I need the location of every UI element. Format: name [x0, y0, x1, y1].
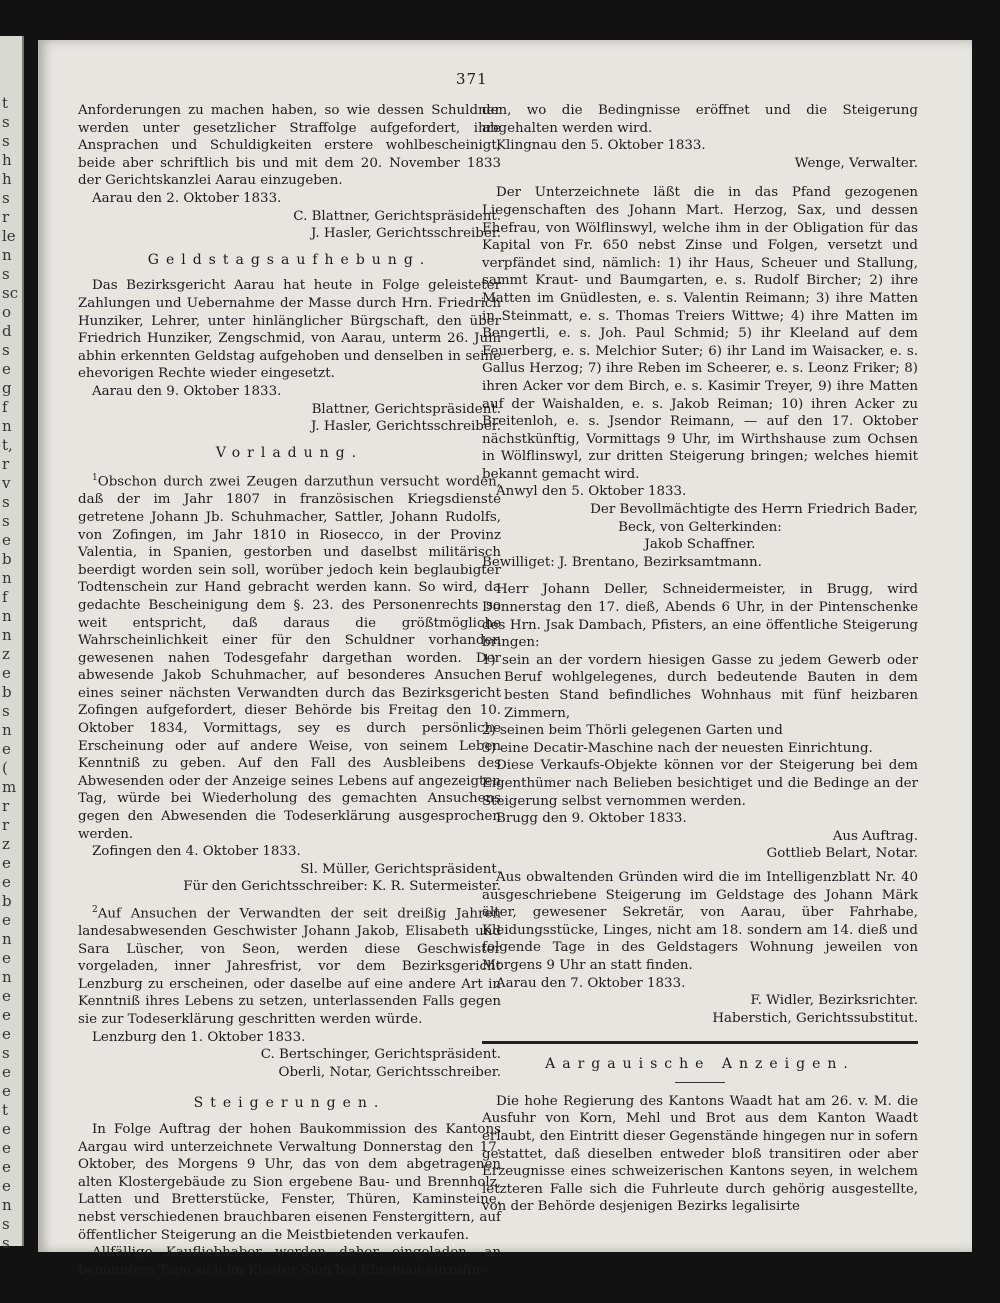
- intro-signature-1: C. Blattner, Gerichtspräsident.: [293, 208, 501, 224]
- previous-page-fragment: e: [2, 1082, 11, 1100]
- previous-page-fragment: s: [2, 702, 10, 720]
- previous-page-fragment: g: [2, 379, 12, 397]
- previous-page-fragment: s: [2, 341, 10, 359]
- previous-page-fragment: e: [2, 911, 11, 929]
- previous-page-fragment: s: [2, 493, 10, 511]
- deller-item: 1) sein an der vordern hiesigen Gasse zu jedem Gewerb oder Beruf wohlgelegenes, durch bedeutende Bauten in dem besten Stand befindliches Wohnhaus mit fünf heizbaren Zimmern,: [482, 652, 918, 721]
- pfand-date: Anwyl den 5. Oktober 1833.: [496, 484, 687, 500]
- previous-page-fragment: e: [2, 1139, 11, 1157]
- intro-signature-2: J. Hasler, Gerichtsschreiber.: [311, 226, 501, 242]
- previous-page-fragment: s: [2, 1215, 10, 1233]
- newspaper-page: [38, 40, 972, 1278]
- previous-page-fragment: z: [2, 645, 10, 663]
- pfand-signature-1: Der Bevollmächtigte des Herrn Friedrich Bader,: [590, 502, 918, 518]
- previous-page-fragment: b: [2, 683, 12, 701]
- maerk-signature-1: F. Widler, Bezirksrichter.: [750, 993, 918, 1009]
- steigerung-sion-text-2: Allfällige Kaufliebhaber werden daher eingeladen, an benanntem Tage sich im Kloster Sion bei Klingnau einzufin-: [78, 1245, 501, 1278]
- previous-page-fragment: m: [2, 778, 17, 796]
- left-column: [78, 102, 501, 1279]
- heading-underline: [675, 1082, 725, 1083]
- maerk-signature-2: Haberstich, Gerichtssubstitut.: [712, 1010, 918, 1026]
- pfand-signature-3: Jakob Schaffner.: [644, 537, 756, 553]
- geldstag-date: Aarau den 9. Oktober 1833.: [92, 383, 282, 399]
- vorladung-1-signature-2: Für den Gerichtsschreiber: K. R. Sutermeister.: [183, 879, 501, 895]
- pfand-text: Der Unterzeichnete läßt die in das Pfand gezogenen Liegenschaften des Johann Mart. Herzog, Sax, und dessen Ehefrau, von Wölflinswyl, welche ihm in der Obligation für das Kapital von Fr. 650 nebst Zinse und Folgen, versetzt und verpfändet sind, nämlich: 1) ihr Haus, Scheuer und Stallung, sammt Kraut- und Baumgarten, e. s. Rudolf Bircher; 2) ihre Matten im Gnüdlesten, e. s. Valentin Reimann; 3) ihre Matten in Steinmatt, e. s. Thomas Treiers Wittwe; 4) ihre Matten im Bengertli, e. s. Joh. Paul Schmid; 5) ihr Kleeland auf dem Feuerberg, e. s. Melchior Suter; 6) ihr Land im Waisacker, e. s. Gallus Herzog; 7) ihre Reben im Scheerer, e. s. Leonz Friker; 8) ihren Acker vor dem Birch, e. s. Kasimir Treyer, 9) ihre Matten auf der Waishalden, e. s. Jakob Reiman; 10) ihren Acker zu Breitenloh, e. s. Jsendor Reimann, — auf den 17. Oktober nächstkünftig, Vormittags 9 Uhr, im Wirthshause zum Ochsen in Wölflinswyl, zur dritten Steigerung bringen; welches hiemit bekannt gemacht wird.: [482, 185, 918, 482]
- previous-page-fragment: h: [2, 170, 12, 188]
- deller-date: Brugg den 9. Oktober 1833.: [496, 811, 687, 827]
- previous-page-fragment: o: [2, 303, 12, 321]
- vorladung-1-notice: [78, 470, 501, 843]
- previous-page-fragment: s: [2, 512, 10, 530]
- previous-page-fragment: le: [2, 227, 16, 245]
- vorladung-1-signature-1: Sl. Müller, Gerichtspräsident.: [300, 861, 501, 877]
- vorladung-2-signature-1: C. Bertschinger, Gerichtspräsident.: [260, 1047, 501, 1063]
- previous-page-fragment: e: [2, 949, 11, 967]
- previous-page-fragment: f: [2, 398, 8, 416]
- previous-page-fragment: e: [2, 987, 11, 1005]
- section-divider: [482, 1041, 918, 1044]
- previous-page-fragment: n: [2, 246, 12, 264]
- geldstag-signature-1: Blattner, Gerichtspräsident.: [311, 401, 501, 417]
- heading-geldstagsaufhebung: Geldstagsaufhebung.: [147, 251, 432, 268]
- previous-page-fragment: z: [2, 835, 10, 853]
- previous-page-fragment: t: [2, 1101, 9, 1119]
- geldstag-signature-2: J. Hasler, Gerichtsschreiber.: [311, 419, 501, 435]
- right-column: [482, 102, 918, 1216]
- previous-page-fragment: e: [2, 1063, 11, 1081]
- previous-page-fragment: s: [2, 1044, 10, 1062]
- previous-page-fragment: t,: [2, 436, 13, 454]
- previous-page-fragment: (: [2, 759, 8, 777]
- previous-page-fragment: s: [2, 1234, 10, 1252]
- previous-page-fragment: s: [2, 265, 10, 283]
- steigerung-sion-text: In Folge Auftrag der hohen Baukommission des Kantons Aargau wird unterzeichnete Verwaltung Donnerstag den 17. Oktober, des Morgens 9 Uhr, das von dem abgetragenen alten Klostergebäude zu Sion ergebene Bau- und Brennholz, Latten und Bretterstücke, Fenster, Thüren, Kaminsteine, nebst verschiedenen brauchbaren eisenen Fenstergittern, auf öffentlicher Steigerung an die Meistbietenden verkaufen.: [78, 1122, 501, 1243]
- intro-text: Anforderungen zu machen haben, so wie dessen Schuldner werden unter gesetzlicher Straffolge aufgefordert, ihre Ansprachen und Schuldigkeiten erstere wohlbescheinigt, beide aber schriftlich bis und mit dem 20. November 1833 der Gerichtskanzlei Aarau einzugeben.: [78, 103, 501, 189]
- vorladung-1-number: 1: [92, 473, 98, 484]
- previous-page-fragment: t: [2, 94, 9, 112]
- previous-page-fragment: e: [2, 531, 11, 549]
- previous-page-edge: [0, 36, 24, 1252]
- waadt-text: Die hohe Regierung des Kantons Waadt hat am 26. v. M. die Ausfuhr von Korn, Mehl und Brot aus dem Kanton Waadt erlaubt, den Eintritt dieser Gegenstände hingegen nur in sofern gestattet, daß dieselben entweder bloß transitiren oder aber Erzeugnisse eines schweizerischen Kantons seyen, in welchem letzteren Falle sich die Fuhrleute durch gehörig ausgestellte, von der Behörde desjenigen Bezirks legalisirte: [482, 1093, 918, 1215]
- deller-text: Herr Johann Deller, Schneidermeister, in Brugg, wird Donnerstag den 17. dieß, Abends 6 Uhr, in der Pintenschenke des Hrn. Jsak Dambach, Pfisters, an eine öffentliche Steigerung bringen:: [482, 582, 918, 651]
- previous-page-fragment: e: [2, 664, 11, 682]
- previous-page-fragment: b: [2, 550, 12, 568]
- deller-signature-1: Aus Auftrag.: [832, 828, 918, 844]
- maerk-date: Aarau den 7. Oktober 1833.: [496, 975, 686, 991]
- previous-page-fragment: n: [2, 968, 12, 986]
- vorladung-1-text: Obschon durch zwei Zeugen darzuthun versucht worden, daß der im Jahr 1807 in französischen Kriegsdienste getretene Johann Jb. Schuhmacher, Sattler, Johann Rudolfs, von Zofingen, im Jahr 1810 in Riosecco, in der Provinz Valentia, in Spanien, gestorben und daselbst militärisch beerdigt worden sein soll, worüber jedoch kein beglaubigter Todtenschein zur Hand gebracht werden kann. So wird, da gedachte Bescheinigung dem §. 23. des Personenrechts so weit entspricht, daß daraus die größtmögliche Wahrscheinlichkeit einer für den Schuldner vorhanden gewesenen nahen Todesgefahr dargethan worden. Der abwesende Jakob Schuhmacher, auf besonderes Ansuchen eines seiner nächsten Verwandten durch das Bezirksgericht Zofingen aufgefordert, dieser Behörde bis Freitag den 10. Oktober 1834, Vormittags, sey es durch persönliche Erscheinung oder auf andere Weise, von seinem Leben Kenntniß zu geben. Auf den Fall des Ausbleibens des Abwesenden oder der Anzeige seines Lebens auf angezeigten Tag, würde bei Wiederholung des gemachten Ansuchens gegen den Abwesenden die Todeserklärung ausgesprochen werden.: [78, 474, 501, 842]
- maerk-text: Aus obwaltenden Gründen wird die im Intelligenzblatt Nr. 40 ausgeschriebene Steigerung im Geldstage des Johann Märk älter, gewesener Sekretär, von Aarau, über Fahrhabe, Kleidungsstücke, Linges, nicht am 18. sondern am 14. dieß und folgende Tage in des Geldstagers Wohnung jeweilen von Morgens 9 Uhr an statt finden.: [482, 869, 918, 973]
- previous-page-fragment: s: [2, 113, 10, 131]
- previous-page-fragment: n: [2, 930, 12, 948]
- previous-page-fragment: n: [2, 721, 12, 739]
- heading-aargauische-anzeigen: Aargauische Anzeigen.: [545, 1056, 855, 1073]
- previous-page-fragment: s: [2, 132, 10, 150]
- deller-item: 2) seinen beim Thörli gelegenen Garten und: [482, 723, 783, 739]
- deller-item: 3) eine Decatir-Maschine nach der neuesten Einrichtung.: [482, 740, 873, 756]
- previous-page-fragment: e: [2, 740, 11, 758]
- geldstag-text: Das Bezirksgericht Aarau hat heute in Folge geleisteter Zahlungen und Uebernahme der Masse durch Hrn. Friedrich Hunziker, Lehrer, unter hinlänglicher Bürgschaft, den über Friedrich Hunziker, Zengschmid, von Aarau, unterm 26. Juni abhin erkennten Geldstag aufgehoben und denselben in seine ehevorigen Rechte wieder eingesetzt.: [78, 278, 501, 382]
- previous-page-fragment: r: [2, 797, 10, 815]
- previous-page-fragment: sc: [2, 284, 19, 302]
- continued-date: Klingnau den 5. Oktober 1833.: [496, 138, 706, 154]
- previous-page-fragment: n: [2, 417, 12, 435]
- previous-page-fragment: d: [2, 322, 12, 340]
- previous-page-fragment: v: [2, 474, 11, 492]
- previous-page-fragment: f: [2, 588, 8, 606]
- previous-page-fragment: e: [2, 1158, 11, 1176]
- previous-page-fragment: h: [2, 151, 12, 169]
- pfand-signature-2: Beck, von Gelterkinden:: [618, 519, 782, 535]
- previous-page-fragment: e: [2, 854, 11, 872]
- previous-page-fragment: e: [2, 1006, 11, 1024]
- previous-page-fragment: n: [2, 607, 12, 625]
- vorladung-2-notice: [78, 902, 501, 1029]
- vorladung-2-signature-2: Oberli, Notar, Gerichtsschreiber.: [278, 1064, 501, 1080]
- previous-page-fragment: n: [2, 626, 12, 644]
- deller-text-2: Diese Verkaufs-Objekte können vor der Steigerung bei dem Eigenthümer nach Belieben besichtiget und die Bedinge an der Steigerung selbst vernommen werden.: [482, 758, 918, 809]
- previous-page-fragment: e: [2, 360, 11, 378]
- previous-page-fragment: r: [2, 455, 10, 473]
- page-number: 371: [456, 70, 488, 88]
- vorladung-2-number: 2: [92, 905, 98, 915]
- previous-page-fragment: n: [2, 569, 12, 587]
- continued-signature: Wenge, Verwalter.: [794, 155, 918, 171]
- previous-page-fragment: b: [2, 892, 12, 910]
- vorladung-2-date: Lenzburg den 1. Oktober 1833.: [92, 1029, 306, 1045]
- previous-page-fragment: r: [2, 816, 10, 834]
- previous-page-fragment: s: [2, 189, 10, 207]
- deller-signature-2: Gottlieb Belart, Notar.: [766, 846, 918, 862]
- pfand-approval: Bewilliget: J. Brentano, Bezirksamtmann.: [482, 554, 762, 570]
- previous-page-fragment: n: [2, 1196, 12, 1214]
- continued-text: den, wo die Bedingnisse eröffnet und die Steigerung abgehalten werden wird.: [482, 103, 918, 136]
- previous-page-fragment: r: [2, 208, 10, 226]
- previous-page-fragment: e: [2, 873, 11, 891]
- vorladung-1-date: Zofingen den 4. Oktober 1833.: [92, 844, 301, 860]
- heading-steigerungen: Steigerungen.: [193, 1095, 386, 1112]
- vorladung-2-text: Auf Ansuchen der Verwandten der seit dreißig Jahren landesabwesenden Geschwister Johann Jakob, Elisabeth und Sara Lüscher, von Seon, werden diese Geschwister vorgeladen, inner Jahresfrist, vor dem Bezirksgericht Lenzburg zu erscheinen, oder daselbe auf eine andere Art in Kenntniß ihres Lebens zu setzen, unterlassenden Falls gegen sie zur Todeserklärung geschritten werden würde.: [78, 906, 501, 1028]
- intro-date: Aarau den 2. Oktober 1833.: [92, 190, 282, 206]
- previous-page-fragment: e: [2, 1177, 11, 1195]
- heading-vorladung: Vorladung.: [215, 444, 364, 461]
- previous-page-fragment: e: [2, 1120, 11, 1138]
- previous-page-fragment: e: [2, 1025, 11, 1043]
